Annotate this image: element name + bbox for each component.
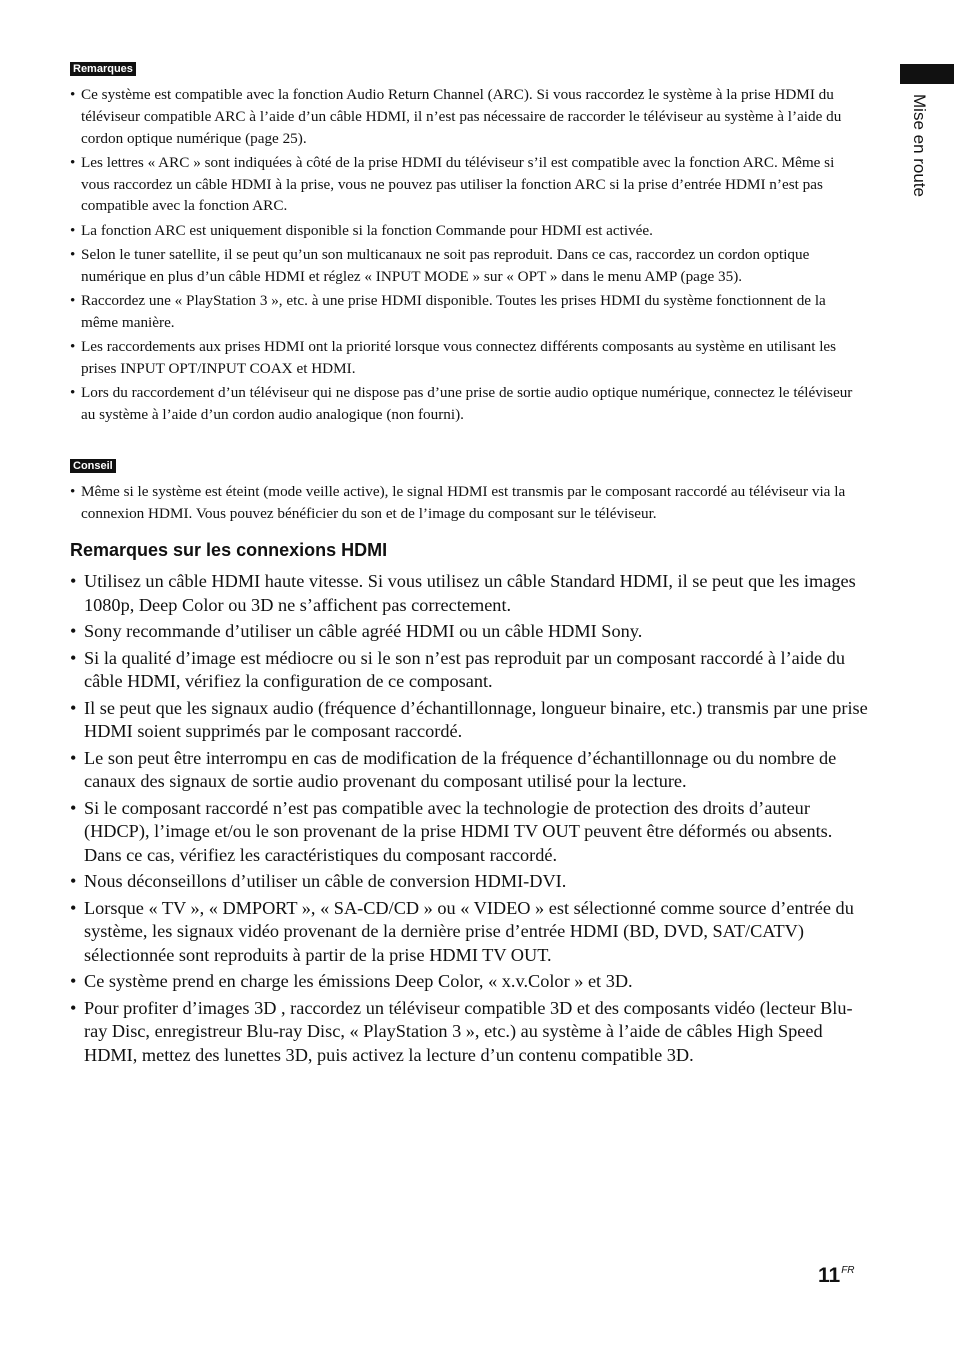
conseil-item: • Même si le système est éteint (mode veille active), le signal HDMI est transmis par le composant raccordé au téléviseur via la connexion HDMI. Vous pouvez bénéficier du son et de l’image du composant sur le téléviseur.: [70, 481, 860, 525]
hdmi-note-item: • Utilisez un câble HDMI haute vitesse. Si vous utilisez un câble Standard HDMI, il se peut que les images 1080p, Deep Color ou 3D ne s’affichent pas correctement.: [70, 570, 870, 617]
remarques-item: • Les raccordements aux prises HDMI ont la priorité lorsque vous connectez différents composants au système en utilisant les prises INPUT OPT/INPUT COAX et HDMI.: [70, 336, 860, 380]
hdmi-notes-list: [70, 570, 870, 1070]
hdmi-note-item: • Ce système prend en charge les émissions Deep Color, « x.v.Color » et 3D.: [70, 970, 870, 994]
hdmi-note-item: • Si le composant raccordé n’est pas compatible avec la technologie de protection des droits d’auteur (HDCP), l’image et/ou le son provenant de la prise HDMI TV OUT peuvent être déformés ou absents. Dans ce cas, vérifiez les caractéristiques du composant raccordé.: [70, 797, 870, 868]
hdmi-note-item: • Lorsque « TV », « DMPORT », « SA-CD/CD » ou « VIDEO » est sélectionné comme source d’entrée du système, les signaux vidéo provenant de la dernière prise d’entrée HDMI (BD, DVD, SAT/CATV) sélectionnée sont reproduits à partir de la prise HDMI TV OUT.: [70, 897, 870, 968]
hdmi-note-item: • Si la qualité d’image est médiocre ou si le son n’est pas reproduit par un composant raccordé à l’aide du câble HDMI, vérifiez la configuration de ce composant.: [70, 647, 870, 694]
conseil-list: [70, 481, 860, 527]
remarques-item: • Selon le tuner satellite, il se peut qu’un son multicanaux ne soit pas reproduit. Dans ce cas, raccordez un cordon optique numérique en plus d’un câble HDMI et réglez « INPUT MODE » sur « OPT » dans le menu AMP (page 35).: [70, 244, 860, 288]
language-code: FR: [841, 1265, 855, 1276]
remarques-tag: Remarques: [70, 62, 136, 76]
remarques-item: • La fonction ARC est uniquement disponible si la fonction Commande pour HDMI est activée.: [70, 220, 860, 242]
remarques-item: • Les lettres « ARC » sont indiquées à côté de la prise HDMI du téléviseur s’il est compatible avec la fonction ARC. Même si vous raccordez un câble HDMI à la prise, vous ne pouvez pas utiliser la fonction ARC si la prise d’entrée HDMI n’est pas compatible avec la fonction ARC.: [70, 152, 860, 217]
hdmi-note-item: • Pour profiter d’images 3D , raccordez un téléviseur compatible 3D et des composants vidéo (lecteur Blu-ray Disc, enregistreur Blu-ray Disc, « PlayStation 3 », etc.) au système à l’aide de câbles High Speed HDMI, mettez des lunettes 3D, puis activez la lecture d’un contenu compatible 3D.: [70, 997, 870, 1068]
section-heading: Remarques sur les connexions HDMI: [70, 540, 388, 560]
hdmi-note-item: • Le son peut être interrompu en cas de modification de la fréquence d’échantillonnage ou du nombre de canaux des signaux de sortie audio provenant du composant utilisé pour la lecture.: [70, 747, 870, 794]
section-tab-label: Mise en route: [910, 94, 929, 197]
hdmi-note-item: • Sony recommande d’utiliser un câble agréé HDMI ou un câble HDMI Sony.: [70, 620, 870, 644]
conseil-tag: Conseil: [70, 459, 116, 473]
page-number: [818, 1258, 855, 1289]
section-tab-marker: [900, 64, 954, 84]
remarques-item: • Raccordez une « PlayStation 3 », etc. à une prise HDMI disponible. Toutes les prises HDMI du système fonctionnent de la même manière.: [70, 290, 860, 334]
hdmi-note-item: • Nous déconseillons d’utiliser un câble de conversion HDMI-DVI.: [70, 870, 870, 894]
hdmi-note-item: • Il se peut que les signaux audio (fréquence d’échantillonnage, longueur binaire, etc.) transmis par une prise HDMI soient supprimés par le composant raccordé.: [70, 697, 870, 744]
remarques-list: [70, 84, 860, 428]
remarques-item: • Ce système est compatible avec la fonction Audio Return Channel (ARC). Si vous raccordez le système à la prise HDMI du téléviseur compatible ARC à l’aide d’un câble HDMI, il n’est pas nécessaire de raccorder le téléviseur au système à l’aide du cordon optique numérique (page 25).: [70, 84, 860, 149]
page-number-value: 11: [818, 1264, 841, 1287]
remarques-item: • Lors du raccordement d’un téléviseur qui ne dispose pas d’une prise de sortie audio optique numérique, connectez le téléviseur au système à l’aide d’un cordon audio analogique (non fourni).: [70, 382, 860, 426]
